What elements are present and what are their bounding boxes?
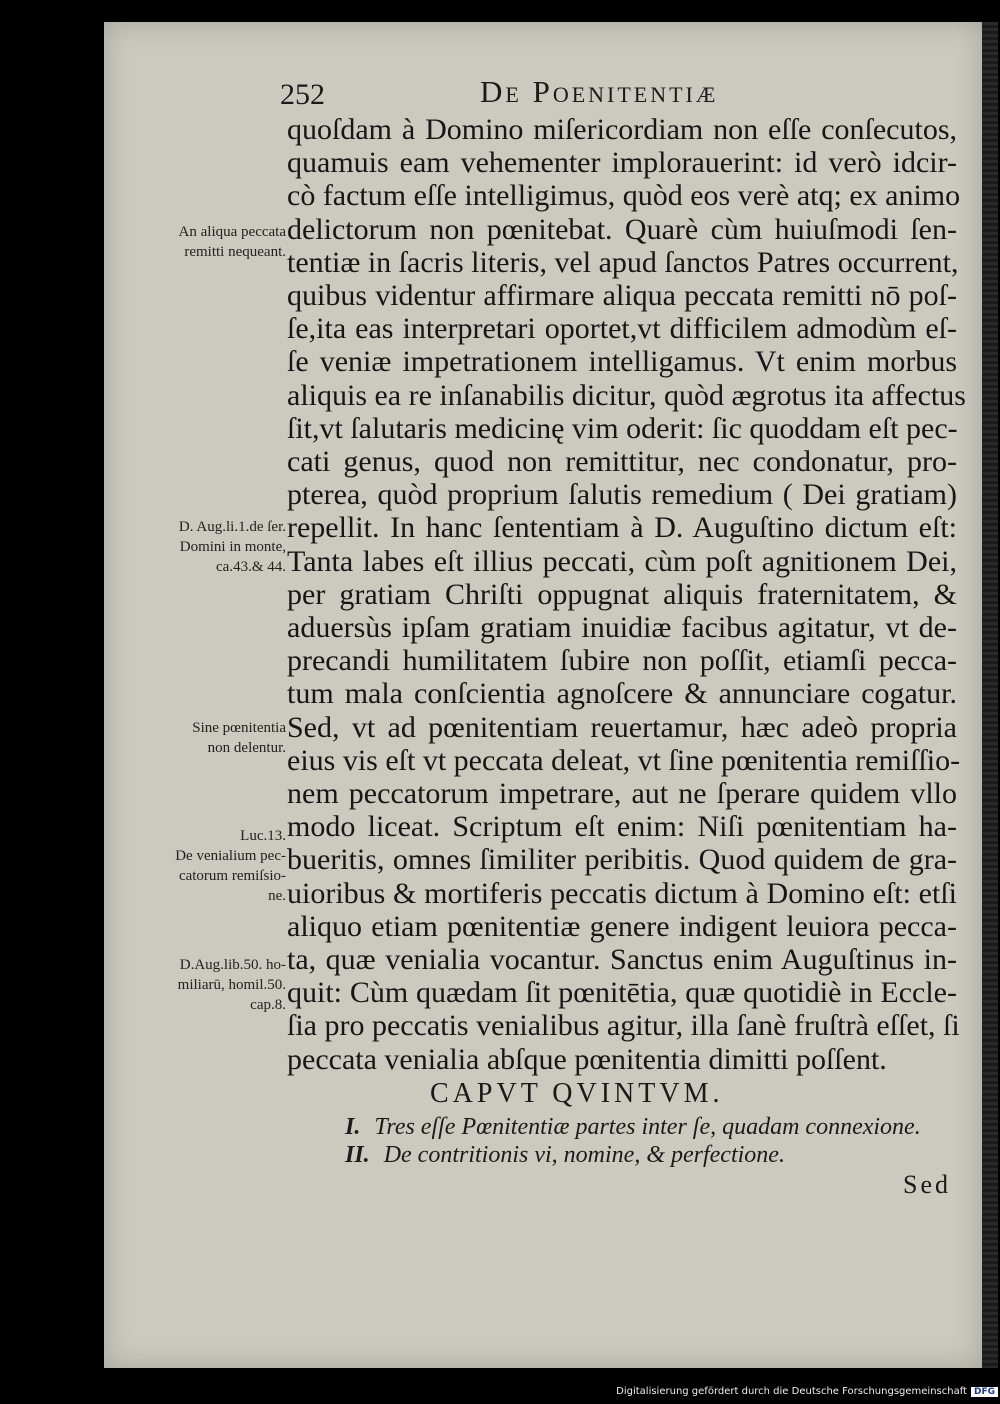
text-line: bueritis, omnes ſimiliter peribitis. Quod quidem de gra- [287, 843, 957, 877]
marginal-note [118, 955, 286, 1015]
text-line: aduersùs ipſam gratiam inuidiæ facibus agitatur, vt de- [287, 611, 957, 645]
chapter-item [345, 1114, 921, 1141]
chapter-item-text: De contritionis vi, nomine, & perfectione. [383, 1142, 785, 1168]
text-line: ta, quæ venialia vocantur. Sanctus enim Auguſtinus in- [287, 943, 957, 977]
footer-text: Digitalisierung gefördert durch die Deutsche Forschungsgemeinschaft [616, 1386, 967, 1397]
dfg-logo: DFG [971, 1387, 998, 1397]
catchword: Sed [903, 1170, 951, 1199]
text-line: modo liceat. Scriptum eſt enim: Niſi pœnitentiam ha- [287, 810, 957, 844]
text-line: Sed, vt ad pœnitentiam reuertamur, hæc adeò propria [287, 710, 957, 744]
chapter-item-number: I. [345, 1114, 361, 1140]
footer [600, 1386, 998, 1404]
marginal-note-line: An aliqua peccata [178, 224, 286, 240]
text-line: eius vis eſt vt peccata deleat, vt ſine pœnitentia remiſſio- [287, 743, 961, 777]
text-line: repellit. In hanc ſententiam à D. Auguſtino dictum eſt: [287, 511, 957, 545]
marginal-note-line: remitti nequeant. [184, 244, 286, 260]
chapter-item-text: Tres eſſe Pœnitentiæ partes inter ſe, quadam connexione. [374, 1114, 921, 1140]
running-title: De Poenitentiæ [480, 74, 719, 109]
text-line: tum mala conſcientia agnoſcere & annunciare cogatur. [287, 677, 957, 711]
text-line: ſe veniæ impetrationem intelligamus. Vt enim morbus [287, 345, 957, 379]
marginal-note-line: miliarū, homil.50. [177, 977, 286, 993]
chapter-item-number: II. [345, 1142, 370, 1168]
marginal-note-line: Luc.13. [240, 828, 286, 844]
marginal-note-line: D.Aug.lib.50. ho- [179, 957, 286, 973]
marginal-note-line: De venialium pec- [175, 848, 286, 864]
marginal-note [118, 826, 286, 906]
text-line: per gratiam Chriſti oppugnat aliquis fraternitatem, & [287, 577, 957, 611]
text-line: quamuis eam vehementer implorauerint: id verò idcir- [287, 146, 957, 180]
marginal-note-line: catorum remiſsio- [178, 868, 286, 884]
text-line: quit: Cùm quædam ſit pœnitētia, quæ quotidiè in Eccle- [287, 976, 957, 1010]
text-line: peccata venialia abſque pœnitentia dimitti poſſent. [287, 1042, 887, 1076]
page-header [280, 70, 980, 110]
marginal-note-line: Domini in monte, [179, 539, 286, 555]
marginal-note [118, 222, 286, 262]
text-line: cati genus, quod non remittitur, nec condonatur, pro- [287, 445, 957, 479]
marginal-note-line: Sine pœnitentia [192, 720, 286, 736]
text-line: cò factum eſſe intelligimus, quòd eos verè atq; ex animo [287, 179, 961, 213]
text-line: nem peccatorum impetrare, aut ne ſperare quidem vllo [287, 777, 957, 811]
text-line: ſia pro peccatis venialibus agitur, illa ſanè fruſtrà eſſet, ſi [287, 1009, 960, 1043]
marginal-note-line: ca.43.& 44. [216, 559, 286, 575]
text-line: Tanta labes eſt illius peccati, cùm poſt agnitionem Dei, [287, 544, 957, 578]
text-line: uioribus & mortiferis peccatis dictum à Domino eſt: etſi [287, 876, 957, 910]
text-line: aliquo etiam pœnitentiæ genere indigent leuiora pecca- [287, 909, 957, 943]
marginal-note-line: non delentur. [207, 740, 286, 756]
marginal-note-line: ne. [268, 888, 286, 904]
text-line: tentiæ in ſacris literis, vel apud ſanctos Patres occurrent, [287, 245, 959, 279]
text-line: quibus videntur affirmare aliqua peccata remitti nō poſ- [287, 279, 957, 313]
marginal-note [118, 718, 286, 758]
body-text [287, 113, 966, 1076]
marginal-note-line: cap.8. [250, 997, 286, 1013]
chapter-title: CAPVT QVINTVM. [430, 1078, 724, 1109]
text-line: precandi humilitatem ſubire non poſſit, etiamſi pecca- [287, 644, 957, 678]
page-edge [982, 22, 998, 1368]
marginal-note-line: D. Aug.li.1.de ſer. [178, 519, 286, 535]
chapter-item [345, 1142, 785, 1169]
text-line: pterea, quòd proprium ſalutis remedium ( Dei gratiam) [287, 478, 957, 512]
text-line: ſit,vt ſalutaris medicinę vim oderit: ſic quoddam eſt pec- [287, 411, 958, 445]
text-line: quoſdam à Domino miſericordiam non eſſe conſecutos, [287, 113, 957, 146]
text-line: ſe,ita eas interpretari oportet,vt difficilem admodùm eſ- [287, 312, 957, 346]
marginal-note [118, 517, 286, 577]
page-number: 252 [280, 78, 325, 111]
text-line: aliquis ea re inſanabilis dicitur, quòd ægrotus ita affectus [287, 378, 966, 412]
text-line: delictorum non pœnitebat. Quarè cùm huiuſmodi ſen- [287, 212, 957, 246]
